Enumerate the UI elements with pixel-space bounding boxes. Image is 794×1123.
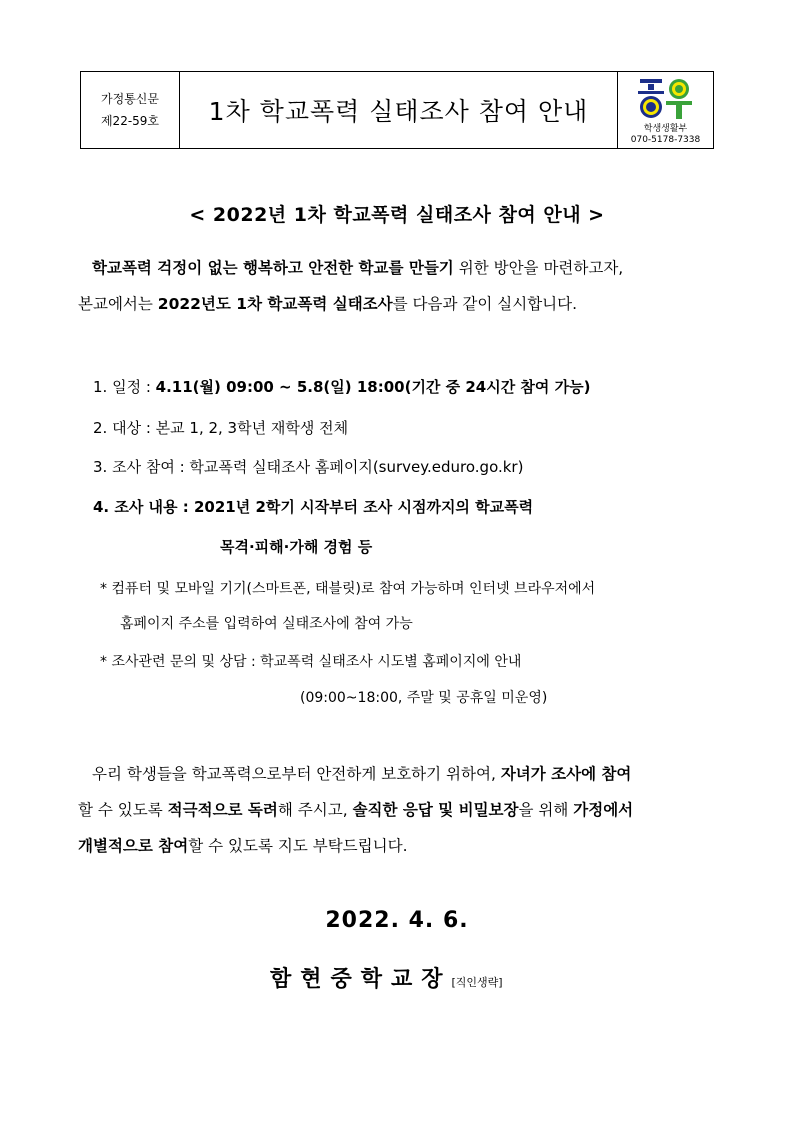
signature [270,962,503,993]
closing-line-1 [78,756,728,792]
closing-paragraph [78,756,728,864]
intro-survey-name: 2022년도 1차 학교폭력 실태조사 [157,295,393,313]
header-title: 1차 학교폭력 실태조사 참여 안내 [208,97,589,126]
school-logo-cell [617,72,713,148]
school-logo-icon [636,77,696,121]
item-content-cont: 목격·피해·가해 경험 등 [220,538,373,556]
schedule-label: 1. 일정 : [93,378,156,396]
document-title: < 2022년 1차 학교폭력 실태조사 참여 안내 > [189,204,605,226]
item-participation: 3. 조사 참여 : 학교폭력 실태조사 홈페이지(survey.eduro.go.kr) [93,458,524,476]
intro-emphasis: 학교폭력 걱정이 없는 행복하고 안전한 학교를 만들기 [92,259,454,277]
item-schedule [93,377,590,397]
schedule-value: 4.11(월) 09:00 ~ 5.8(일) 18:00(기간 중 24시간 참여 가능) [155,378,591,396]
closing-text: 을 위해 [518,801,574,819]
logo-department: 학생생활부 [643,124,688,134]
note-inquiry-hours: (09:00~18:00, 주말 및 공휴일 미운영) [300,690,548,706]
closing-emphasis: 가정에서 [573,801,634,819]
intro-line-1 [78,250,728,286]
closing-text: 할 수 있도록 [78,801,168,819]
logo-phone: 070-5178-7338 [630,135,701,145]
closing-emphasis: 개별적으로 참여 [78,837,189,855]
closing-text: 해 주시고, [277,801,353,819]
intro-text-pre: 본교에서는 [78,295,158,313]
header-box [80,71,714,149]
item-target: 2. 대상 : 본교 1, 2, 3학년 재학생 전체 [93,419,349,437]
issue-date: 2022. 4. 6. [325,908,469,933]
signature-name: 함현중학교장 [270,967,452,992]
doc-number: 제22-59호 [100,114,160,128]
closing-text: 우리 학생들을 학교폭력으로부터 안전하게 보호하기 위하여, [92,765,501,783]
doc-number-cell [81,72,180,148]
closing-emphasis: 자녀가 조사에 참여 [500,765,632,783]
intro-text: 위한 방안을 마련하고자, [453,259,624,277]
note-device: * 컴퓨터 및 모바일 기기(스마트폰, 태블릿)로 참여 가능하며 인터넷 브라우저에서 [100,581,596,597]
closing-emphasis: 솔직한 응답 및 비밀보장 [352,801,519,819]
closing-line-3 [78,828,728,864]
closing-emphasis: 적극적으로 독려 [167,801,278,819]
closing-line-2 [78,792,728,828]
doc-type: 가정통신문 [101,92,159,106]
intro-text-post: 를 다음과 같이 실시합니다. [392,295,578,313]
note-device-cont: 홈페이지 주소를 입력하여 실태조사에 참여 가능 [120,616,413,632]
closing-text: 할 수 있도록 지도 부탁드립니다. [188,837,408,855]
note-inquiry: * 조사관련 문의 및 상담 : 학교폭력 실태조사 시도별 홈페이지에 안내 [100,654,522,670]
intro-paragraph [78,250,728,322]
seal-note: [직인생략] [451,976,503,989]
intro-line-2 [78,286,728,322]
item-content: 4. 조사 내용 : 2021년 2학기 시작부터 조사 시점까지의 학교폭력 [93,498,534,516]
